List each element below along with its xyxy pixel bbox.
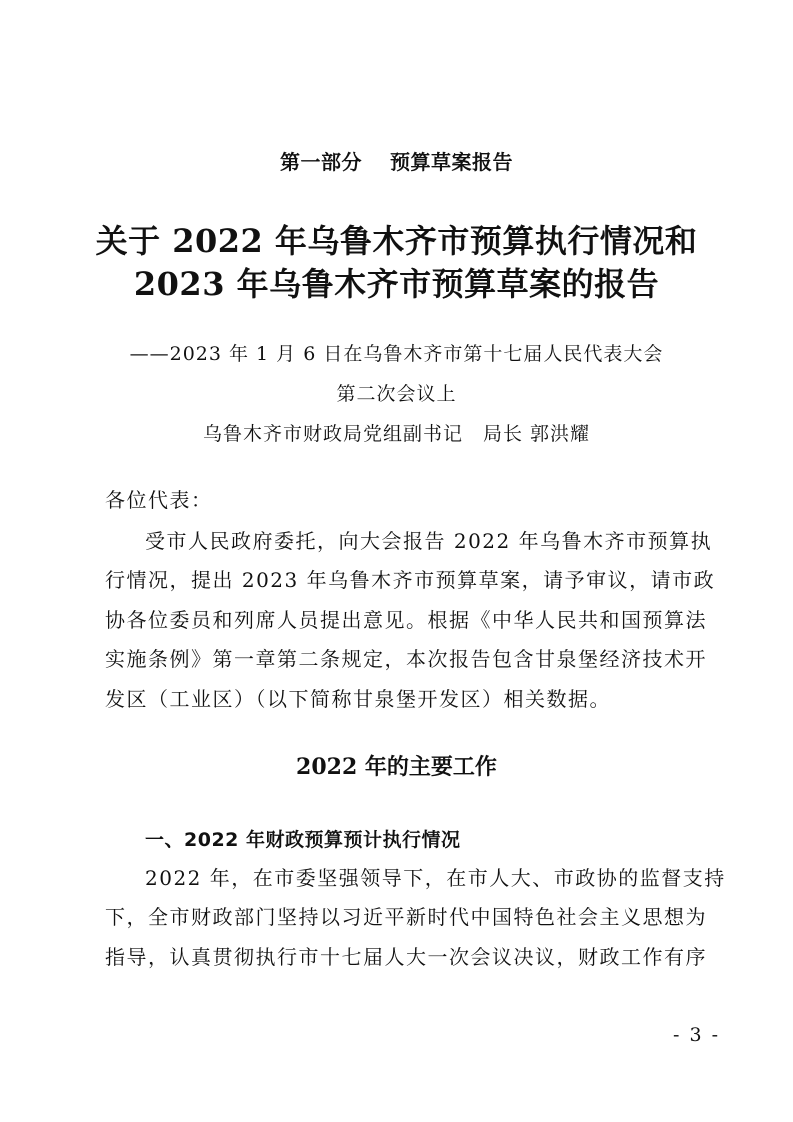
- salutation: 各位代表：: [105, 488, 213, 512]
- paragraph-line: 2022 年，在市委坚强领导下，在市人大、市政协的监督支持: [145, 866, 726, 890]
- page-number: - 3 -: [672, 1024, 720, 1046]
- paragraph-line: 发区（工业区）（以下简称甘泉堡开发区）相关数据。: [105, 687, 611, 711]
- report-title-line-1: 关于 2022 年乌鲁木齐市预算执行情况和: [95, 222, 698, 260]
- section-heading: 2022 年的主要工作: [296, 754, 497, 780]
- paragraph-line: 协各位委员和列席人员提出意见。根据《中华人民共和国预算法: [105, 608, 707, 632]
- author-organization: 乌鲁木齐市财政局党组副书记: [202, 423, 463, 445]
- paragraph-line: 指导，认真贯彻执行市十七届人大一次会议决议，财政工作有序: [105, 945, 707, 969]
- subsection-heading: 一、2022 年财政预算预计执行情况: [145, 829, 461, 851]
- author-line: [0, 420, 793, 448]
- paragraph-line: 行情况，提出 2023 年乌鲁木齐市预算草案，请予审议，请市政: [105, 568, 716, 592]
- paragraph-line: 实施条例》第一章第二条规定，本次报告包含甘泉堡经济技术开: [105, 647, 707, 671]
- meeting-subtitle-line-2: 第二次会议上: [336, 383, 457, 405]
- report-title-line-2: 2023 年乌鲁木齐市预算草案的报告: [133, 265, 660, 303]
- part-title: 预算草案报告: [390, 150, 513, 174]
- part-label: 第一部分: [280, 150, 362, 174]
- part-heading: [0, 148, 793, 176]
- paragraph-line: 受市人民政府委托，向大会报告 2022 年乌鲁木齐市预算执: [145, 529, 713, 553]
- author-title: 局长 郭洪耀: [482, 423, 591, 445]
- paragraph-line: 下，全市财政部门坚持以习近平新时代中国特色社会主义思想为: [105, 905, 707, 929]
- meeting-subtitle-line-1: ——2023 年 1 月 6 日在乌鲁木齐市第十七届人民代表大会: [129, 343, 664, 365]
